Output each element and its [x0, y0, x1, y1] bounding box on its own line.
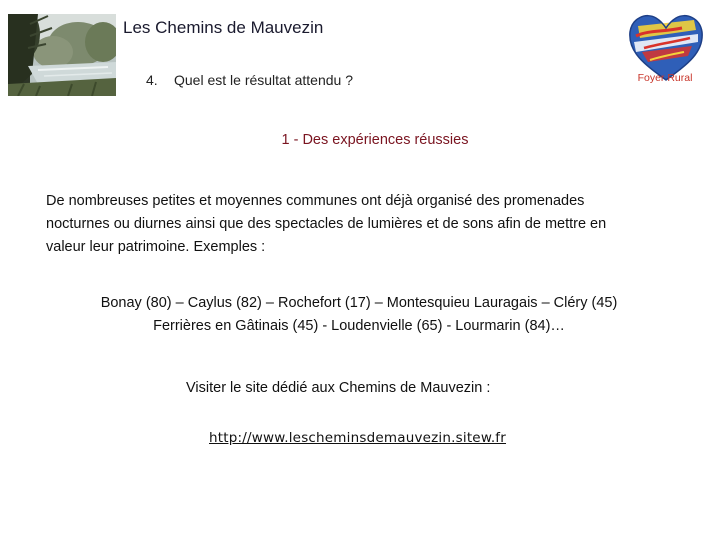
- paragraph-line: valeur leur patrimoine. Exemples :: [46, 239, 266, 255]
- visit-text: Visiter le site dédié aux Chemins de Mauvezin :: [186, 380, 491, 396]
- landscape-photo: [8, 14, 116, 96]
- section-number: 4.: [146, 72, 158, 88]
- header-title: Les Chemins de Mauvezin: [123, 18, 324, 37]
- paragraph-line: nocturnes ou diurnes ainsi que des spectacles de lumières et de sons afin de mettre en: [46, 216, 607, 232]
- examples-list: [0, 292, 718, 338]
- logo-caption: Foyer Rural: [637, 72, 693, 84]
- section-heading: [146, 72, 353, 88]
- landscape-photo-illustration: [8, 14, 116, 96]
- intro-paragraph: [46, 190, 686, 259]
- section-subtitle: 1 - Des expériences réussies: [281, 132, 469, 148]
- examples-line: Ferrières en Gâtinais (45) - Loudenvielle (65) - Lourmarin (84)…: [153, 318, 565, 334]
- section-question: Quel est le résultat attendu ?: [174, 72, 353, 88]
- examples-line: Bonay (80) – Caylus (82) – Rochefort (17) – Montesquieu Lauragais – Cléry (45): [100, 295, 618, 311]
- paragraph-line: De nombreuses petites et moyennes communes ont déjà organisé des promenades: [46, 193, 585, 209]
- website-link[interactable]: http://www.lescheminsdemauvezin.sitew.fr: [209, 430, 507, 446]
